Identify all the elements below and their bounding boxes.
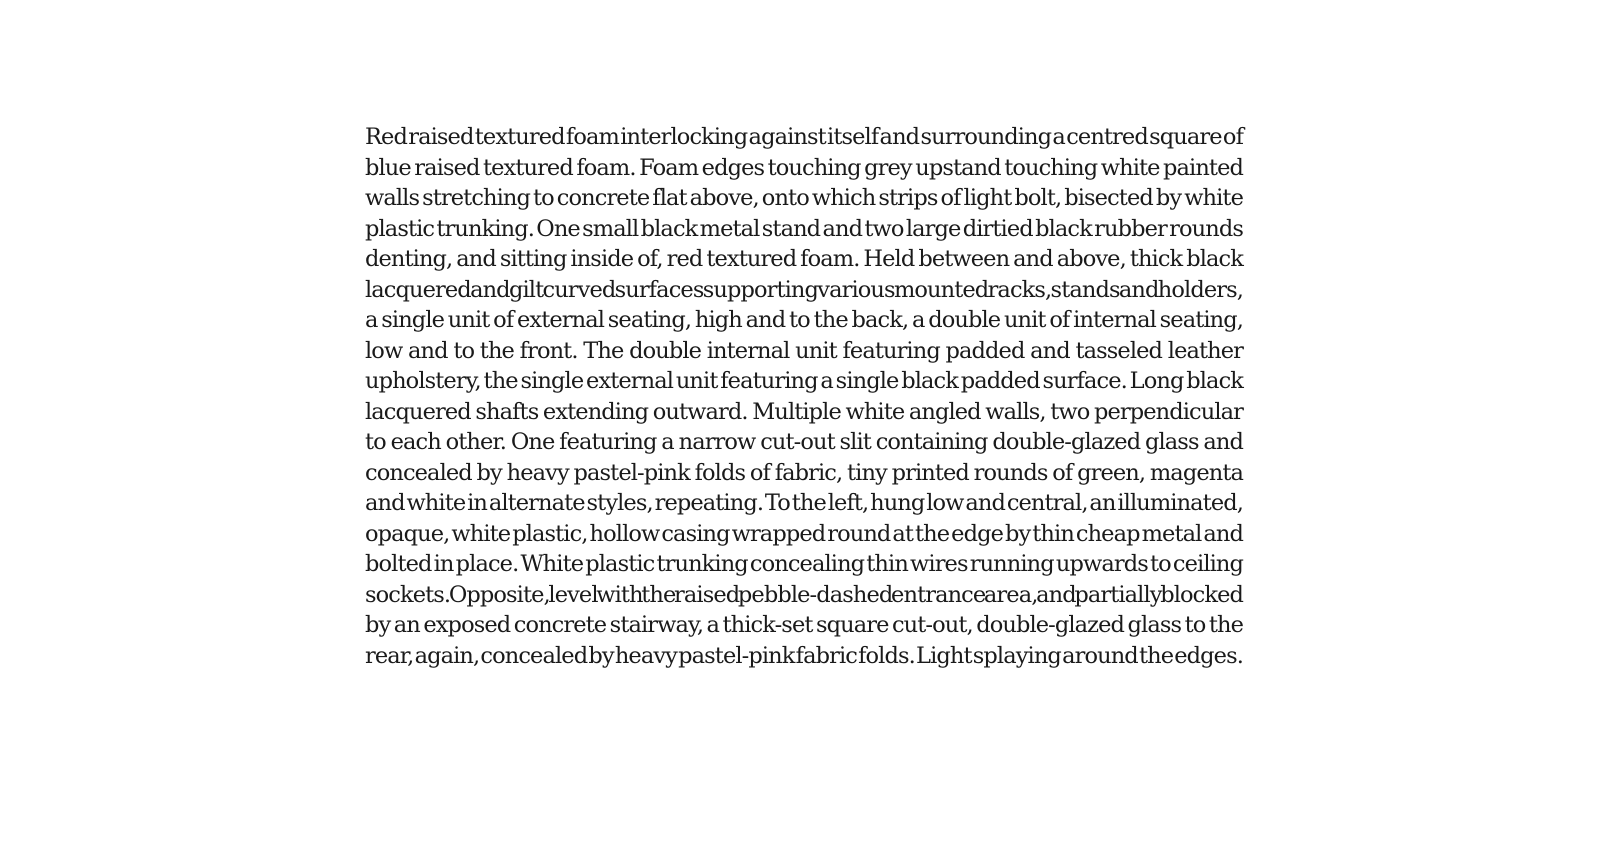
paragraph-line: blue raised textured foam. Foam edges touching grey upstand touching white painted [365, 154, 1243, 181]
paragraph-line: plastic trunking. One small black metal stand and two large dirtied black rubber rounds [365, 215, 1243, 242]
paragraph-line: sockets. Opposite, level with the raised pebble-dashed entrance area, and partially blocked [365, 581, 1243, 608]
paragraph-line: Red raised textured foam interlocking against itself and surrounding a centred square of [365, 124, 1244, 150]
paragraph-line: to each other. One featuring a narrow cut-out slit containing double-glazed glass and [365, 429, 1243, 455]
paragraph-line: rear, again, concealed by heavy pastel-pink fabric folds. Light splaying around the edges. [365, 642, 1244, 669]
paragraph-line: by an exposed concrete stairway, a thick-set square cut-out, double-glazed glass to the [365, 612, 1243, 638]
paragraph-line: low and to the front. The double internal unit featuring padded and tasseled leather [365, 337, 1243, 364]
paragraph-line: lacquered shafts extending outward. Multiple white angled walls, two perpendicular [365, 398, 1243, 425]
paragraph-line: and white in alternate styles, repeating. To the left, hung low and central, an illuminated, [365, 490, 1243, 516]
paragraph-line: a single unit of external seating, high and to the back, a double unit of internal seating, [365, 307, 1243, 333]
paragraph-line: opaque, white plastic, hollow casing wrapped round at the edge by thin cheap metal and [365, 520, 1243, 547]
paragraph-line: concealed by heavy pastel-pink folds of fabric, tiny printed rounds of green, magenta [365, 459, 1243, 486]
body-paragraph [365, 122, 1243, 671]
paragraph-line: bolted in place. White plastic trunking concealing thin wires running upwards to ceiling [365, 551, 1243, 577]
paragraph-line: denting, and sitting inside of, red textured foam. Held between and above, thick black [365, 246, 1243, 272]
paragraph-line: upholstery, the single external unit featuring a single black padded surface. Long black [365, 368, 1244, 394]
paragraph-line: lacquered and gilt curved surfaces supporting various mounted racks, stands and holders, [365, 276, 1243, 303]
paragraph-line: walls stretching to concrete flat above, onto which strips of light bolt, bisected by white [365, 185, 1243, 211]
